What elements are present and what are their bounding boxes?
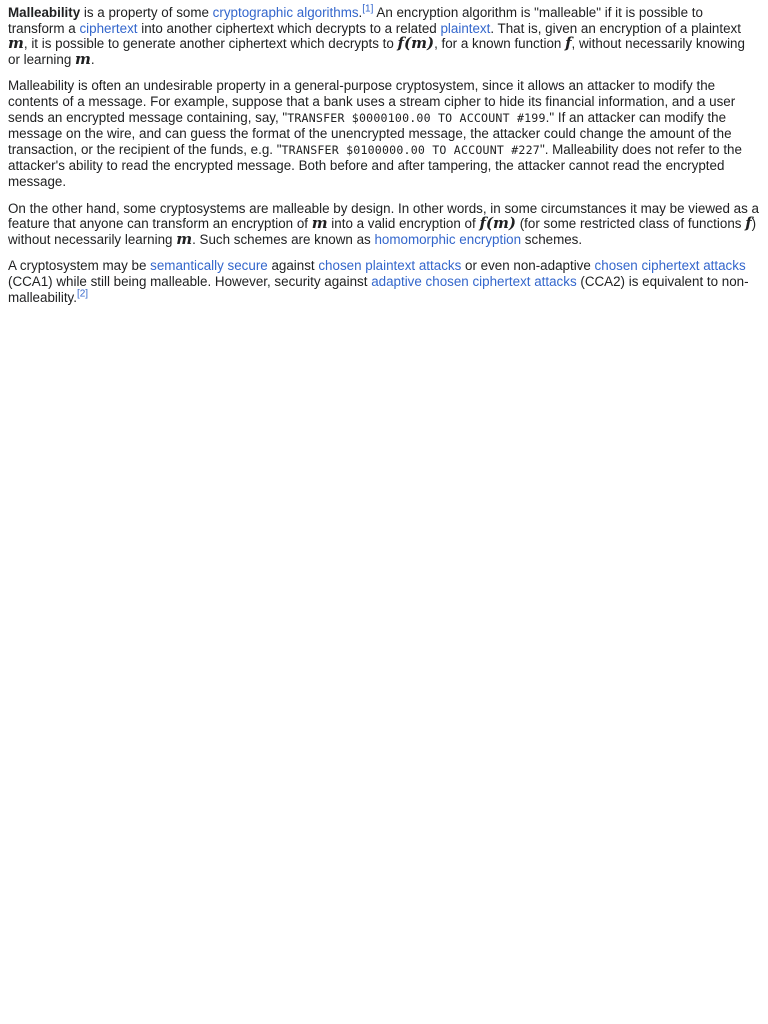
link-ciphertext[interactable]: ciphertext (79, 20, 138, 36)
math-f: f (565, 34, 572, 53)
link-chosen-plaintext-attacks[interactable]: chosen plaintext attacks (318, 258, 462, 274)
link-homomorphic-encryption[interactable]: homomorphic encryption (374, 231, 522, 247)
math-m: m (176, 229, 193, 248)
reference-1[interactable]: [1] (362, 3, 374, 15)
paragraph-definition: Malleability is a property of some cryptographic algorithms.[1] An encryption algorithm is "malleable" if it is possible to transform a ciphertext into another ciphertext which decrypts to a related plaintext. That is, given an encryption of a plaintext m, it is possible to generate another ciphertext which decrypts to f(m), for a known function f, without necessarily knowing or learning m. (8, 3, 745, 68)
code-transfer-tampered: TRANSFER $0100000.00 TO ACCOUNT #227 (281, 142, 540, 157)
math-f-of-m: f(m) (397, 34, 435, 53)
reference-2[interactable]: [2] (76, 288, 89, 300)
link-cryptographic-algorithms[interactable]: cryptographic algorithms (212, 5, 359, 20)
code-transfer-original: TRANSFER $0000100.00 TO ACCOUNT #199 (287, 110, 546, 125)
link-adaptive-chosen-ciphertext-attacks[interactable]: adaptive chosen ciphertext attacks (371, 273, 577, 289)
article-body (0, 0, 768, 305)
math-f: f (745, 214, 752, 233)
paragraph-undesirable: Malleability is often an undesirable property in a general-purpose cryptosystem, since it allows an attacker to modify the contents of a message. For example, suppose that a bank uses a stream cipher to hide its financial information, and a user sends an encrypted message containing, say, "TRANSFER $0000100.00 TO ACCOUNT #199." If an attacker can modify the message on the wire, and can guess the format of the unencrypted message, the attacker could change the amount of the transaction, or the recipient of the funds, e.g. "TRANSFER $0100000.00 TO ACCOUNT #227". Malleability does not refer to the attacker's ability to read the encrypted message. Both before and after tampering, the attacker cannot read the encrypted message. (8, 78, 742, 189)
paragraph-security: A cryptosystem may be semantically secure against chosen plaintext attacks or even non-adaptive chosen ciphertext attacks (CCA1) while still being malleable. However, security against adaptive chosen ciphertext attacks (CCA2) is equivalent to non-malleability.[2] (8, 258, 749, 305)
math-m: m (311, 214, 328, 233)
paragraph-by-design: On the other hand, some cryptosystems are malleable by design. In other words, in some circumstances it may be viewed as a feature that anyone can transform an encryption of m into a valid encryption of f(m) (for some restricted class of functions f) without necessarily learning m. Such schemes are known as homomorphic encryption schemes. (8, 200, 759, 248)
math-m: m (75, 49, 91, 68)
math-f-of-m: f(m) (479, 214, 516, 233)
math-m: m (8, 34, 24, 53)
term-malleability: Malleability (8, 5, 81, 20)
link-chosen-ciphertext-attacks[interactable]: chosen ciphertext attacks (594, 258, 746, 274)
link-plaintext[interactable]: plaintext (440, 20, 491, 36)
link-semantically-secure[interactable]: semantically secure (150, 258, 268, 274)
